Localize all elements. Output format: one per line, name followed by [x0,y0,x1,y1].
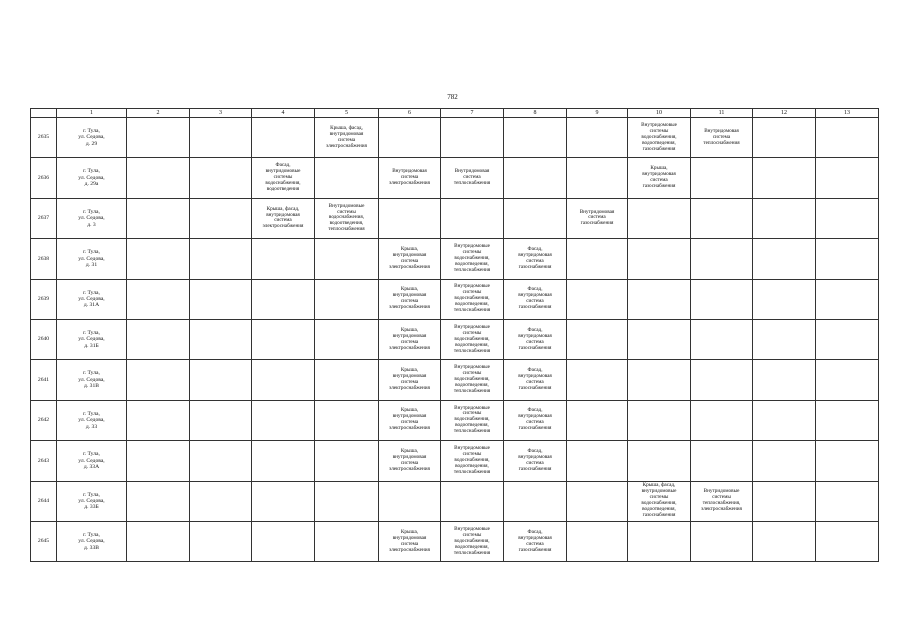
work-cell [190,319,252,359]
work-cell [504,198,567,238]
work-cell: Фасад, внутридомовая система газоснабжения [504,319,567,359]
header-cell: 3 [190,109,252,118]
work-cell [504,118,567,158]
work-cell [567,400,628,440]
table-row [31,441,879,481]
table-row [31,481,879,521]
work-cell: Крыша, внутридомовая система электроснабжения [379,279,441,319]
row-number-cell: 2637 [31,198,57,238]
row-number-cell: 2645 [31,521,57,561]
table-row [31,400,879,440]
work-cell [252,239,315,279]
address-cell: г. Тула, ул. Седова, д. 31 [57,239,127,279]
work-cell [190,360,252,400]
work-cell [816,279,879,319]
work-cell: Внутридомовые системы водоснабжения, водоотведения, теплоснабжения [441,521,504,561]
header-cell: 6 [379,109,441,118]
work-cell [127,158,190,198]
work-cell [567,360,628,400]
work-cell [127,198,190,238]
work-cell [628,360,691,400]
work-cell [252,521,315,561]
work-cell [628,279,691,319]
work-cell [567,279,628,319]
work-cell [753,360,816,400]
row-number-cell: 2640 [31,319,57,359]
work-cell [315,239,379,279]
header-cell: 1 [57,109,127,118]
row-number-cell: 2643 [31,441,57,481]
work-cell [190,441,252,481]
header-cell: 12 [753,109,816,118]
row-number-cell: 2638 [31,239,57,279]
work-cell [127,118,190,158]
header-cell: 4 [252,109,315,118]
work-cell [252,118,315,158]
work-cell [816,118,879,158]
work-cell [691,521,753,561]
work-cell [315,319,379,359]
work-cell [315,481,379,521]
work-cell: Фасад, внутридомовые системы водоснабжения, водоотведения [252,158,315,198]
table-row [31,158,879,198]
work-cell: Фасад, внутридомовая система газоснабжения [504,521,567,561]
work-cell: Внутридомовые системы водоснабжения, водоотведения, теплоснабжения [441,441,504,481]
header-cell: 8 [504,109,567,118]
work-cell [567,158,628,198]
work-cell [127,319,190,359]
work-cell [190,158,252,198]
work-cell [628,319,691,359]
work-cell [441,118,504,158]
table-row [31,279,879,319]
row-number-cell: 2636 [31,158,57,198]
row-number-cell: 2635 [31,118,57,158]
work-cell: Крыша, внутридомовая система электроснабжения [379,441,441,481]
header-cell: 11 [691,109,753,118]
work-cell: Внутридомовые системы теплоснабжения, электроснабжения [691,481,753,521]
work-cell [190,481,252,521]
work-cell [691,360,753,400]
work-cell [753,481,816,521]
header-cell: 7 [441,109,504,118]
work-cell: Фасад, внутридомовая система газоснабжения [504,441,567,481]
work-cell [816,198,879,238]
work-cell [816,521,879,561]
work-cell [816,481,879,521]
work-cell [252,279,315,319]
work-cell [127,481,190,521]
work-cell [753,319,816,359]
work-cell: Фасад, внутридомовая система газоснабжения [504,239,567,279]
work-cell [816,239,879,279]
work-cell [127,279,190,319]
row-number-cell: 2641 [31,360,57,400]
work-cell [315,521,379,561]
address-cell: г. Тула, ул. Седова, д. 29а [57,158,127,198]
work-cell: Фасад, внутридомовая система газоснабжения [504,279,567,319]
work-cell [379,481,441,521]
work-cell [315,360,379,400]
work-cell [315,400,379,440]
work-cell [252,400,315,440]
work-cell: Крыша, внутридомовая система электроснабжения [379,521,441,561]
header-cell: 2 [127,109,190,118]
work-cell: Внутридомовые системы водоснабжения, водоотведения, теплоснабжения [441,400,504,440]
work-cell [628,441,691,481]
work-cell [753,279,816,319]
work-cell: Внутридомовая система теплоснабжения [691,118,753,158]
work-cell [315,158,379,198]
work-cell [691,400,753,440]
work-cell: Внутридомовые системы водоснабжения, водоотведения, теплоснабжения [441,360,504,400]
work-cell [127,239,190,279]
work-cell: Крыша, фасад, внутридомовые системы водоснабжения, водоотведения, газоснабжения [628,481,691,521]
work-cell [816,441,879,481]
work-cell [190,198,252,238]
work-cell [190,521,252,561]
work-cell [691,319,753,359]
work-cell: Крыша, внутридомовая система электроснабжения [379,319,441,359]
work-cell [190,118,252,158]
work-cell [567,441,628,481]
work-cell: Внутридомовая система газоснабжения [567,198,628,238]
work-cell: Крыша, внутридомовая система электроснабжения [379,400,441,440]
work-cell [567,118,628,158]
work-cell [252,360,315,400]
address-cell: г. Тула, ул. Седова, д. 31В [57,360,127,400]
address-cell: г. Тула, ул. Седова, д. 31Б [57,319,127,359]
work-cell: Внутридомовые системы водоснабжения, водоотведения, теплоснабжения [315,198,379,238]
work-cell [691,441,753,481]
table-row [31,521,879,561]
header-row [31,109,879,118]
work-cell [628,198,691,238]
work-cell [567,521,628,561]
work-cell [504,158,567,198]
header-cell: 9 [567,109,628,118]
work-cell [127,521,190,561]
work-cell [816,319,879,359]
work-cell [753,441,816,481]
address-cell: г. Тула, ул. Седова, д. 31А [57,279,127,319]
header-cell: 10 [628,109,691,118]
work-cell [379,118,441,158]
work-cell [567,481,628,521]
work-cell [628,521,691,561]
work-cell [816,158,879,198]
work-cell [567,319,628,359]
work-cell [127,400,190,440]
work-cell: Фасад, внутридомовая система газоснабжения [504,400,567,440]
work-cell [567,239,628,279]
work-cell [190,279,252,319]
work-cell [628,400,691,440]
work-cell [816,360,879,400]
work-cell [753,239,816,279]
address-cell: г. Тула, ул. Седова, д. 33А [57,441,127,481]
header-cell-blank [31,109,57,118]
work-cell [691,158,753,198]
work-cell [628,239,691,279]
work-cell [753,521,816,561]
work-cell [816,400,879,440]
work-cell [252,441,315,481]
work-cell: Фасад, внутридомовая система газоснабжения [504,360,567,400]
work-cell: Внутридомовые системы водоснабжения, водоотведения, теплоснабжения [441,239,504,279]
work-cell [315,441,379,481]
row-number-cell: 2639 [31,279,57,319]
work-cell: Крыша, фасад, внутридомовая система электроснабжения [252,198,315,238]
work-cell: Внутридомовые системы водоснабжения, водоотведения, газоснабжения [628,118,691,158]
work-cell: Крыша, внутридомовая система электроснабжения [379,239,441,279]
work-cell [753,400,816,440]
table-row [31,360,879,400]
work-cell [691,198,753,238]
work-cell: Внутридомовая система электроснабжения [379,158,441,198]
row-number-cell: 2644 [31,481,57,521]
work-cell [190,239,252,279]
work-cell [252,319,315,359]
header-cell: 13 [816,109,879,118]
work-cell: Внутридомовые системы водоснабжения, водоотведения, теплоснабжения [441,319,504,359]
work-cell [252,481,315,521]
work-cell: Крыша, фасад, внутридомовая система электроснабжения [315,118,379,158]
work-cell [753,118,816,158]
work-cell: Крыша, внутридомовая система газоснабжения [628,158,691,198]
work-cell [127,360,190,400]
table-row [31,118,879,158]
work-cell [127,441,190,481]
address-cell: г. Тула, ул. Седова, д. 33В [57,521,127,561]
work-cell [379,198,441,238]
table-row [31,319,879,359]
work-cell [691,279,753,319]
work-cell [190,400,252,440]
address-cell: г. Тула, ул. Седова, д. 33 [57,400,127,440]
work-cell [753,198,816,238]
repair-schedule-table [30,108,879,562]
page-number: 782 [447,93,458,101]
work-cell [315,279,379,319]
work-cell: Крыша, внутридомовая система электроснабжения [379,360,441,400]
work-cell [441,198,504,238]
work-cell [441,481,504,521]
work-cell [753,158,816,198]
table-row [31,198,879,238]
header-cell: 5 [315,109,379,118]
address-cell: г. Тула, ул. Седова, д. 33Б [57,481,127,521]
address-cell: г. Тула, ул. Седова, д. 3 [57,198,127,238]
work-cell [504,481,567,521]
work-cell: Внутридомовая система теплоснабжения [441,158,504,198]
table-row [31,239,879,279]
address-cell: г. Тула, ул. Седова, д. 29 [57,118,127,158]
work-cell [691,239,753,279]
row-number-cell: 2642 [31,400,57,440]
work-cell: Внутридомовые системы водоснабжения, водоотведения, теплоснабжения [441,279,504,319]
